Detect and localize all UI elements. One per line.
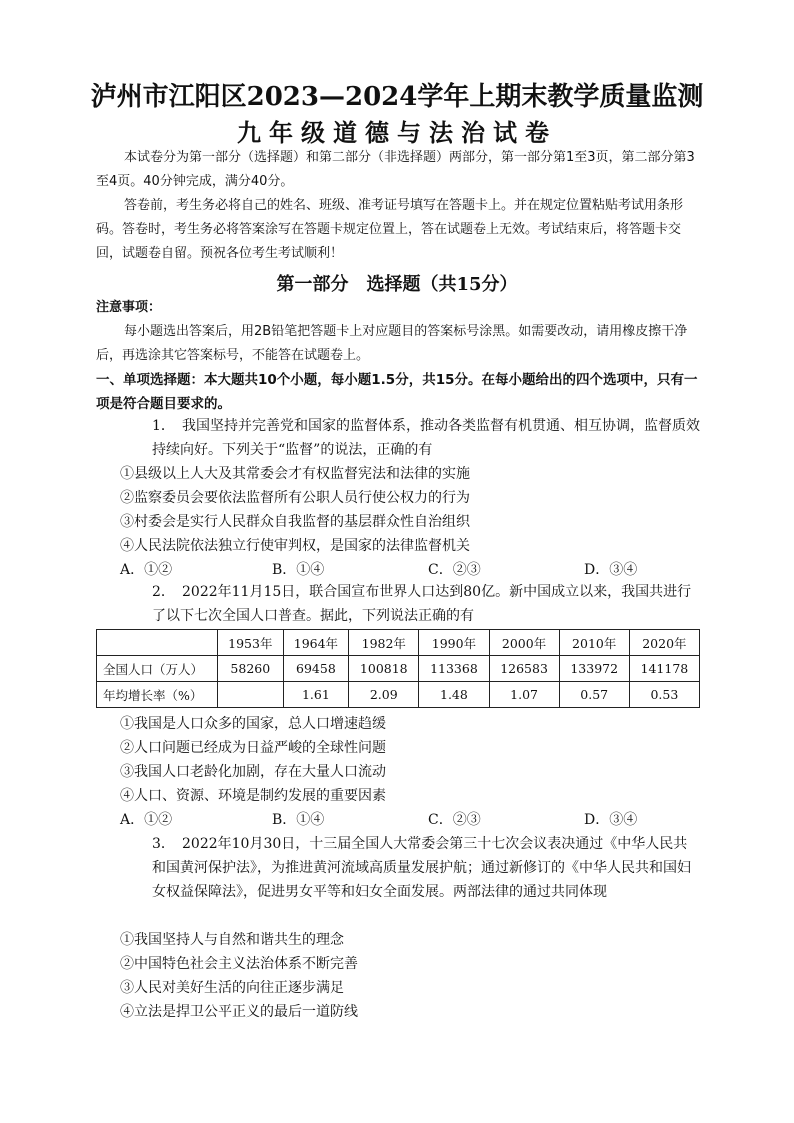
q2-item-2: ②人口问题已经成为日益严峻的全球性问题 xyxy=(120,740,386,756)
q1-item-3: ③村委会是实行人民群众自我监督的基层群众性自治组织 xyxy=(120,514,470,530)
table-cell: 100818 xyxy=(349,656,419,682)
table-cell: 141178 xyxy=(629,656,699,682)
table-header-row xyxy=(97,630,700,656)
q1-item-4: ④人民法院依法独立行使审判权，是国家的法律监督机关 xyxy=(120,538,470,554)
row-label: 年均增长率（%） xyxy=(97,682,218,708)
table-cell: 113368 xyxy=(419,656,489,682)
population-table xyxy=(96,629,700,708)
table-cell: 58260 xyxy=(218,656,284,682)
table-cell: 1.61 xyxy=(283,682,349,708)
question-number: 1． xyxy=(152,418,175,434)
table-cell: 69458 xyxy=(283,656,349,682)
section-instruction: 一、单项选择题：本大题共10个小题，每小题1.5分，共15分。在每小题给出的四个选项中，只有一项是符合题目要求的。 xyxy=(96,372,698,412)
q1-item-1: ①县级以上人大及其常委会才有权监督宪法和法律的实施 xyxy=(120,466,470,482)
option-b[interactable]: B．①④ xyxy=(272,562,325,578)
option-c[interactable]: C．②③ xyxy=(428,562,481,578)
table-corner-cell xyxy=(97,630,218,656)
q3-item-1: ①我国坚持人与自然和谐共生的理念 xyxy=(120,932,344,948)
exam-title: 泸州市江阳区2023—2024学年上期末教学质量监测 xyxy=(90,82,704,112)
table-cell: 126583 xyxy=(489,656,559,682)
intro-paragraph-2: 答卷前，考生务必将自己的姓名、班级、准考证号填写在答题卡上。并在规定位置粘贴考试用条形码。答卷时，考生务必将答案涂写在答题卡规定位置上，答在试题卷上无效。考试结束后，将答题卡交回，试题卷自留。预祝各位考生考试顺利！ xyxy=(96,198,684,261)
question-text: 我国坚持并完善党和国家的监督体系，推动各类监督有机贯通、相互协调，监督质效持续向好。下列关于“监督”的说法，正确的有 xyxy=(152,418,700,458)
table-cell: 0.57 xyxy=(559,682,629,708)
table-header-cell: 1953年 xyxy=(218,630,284,656)
option-a[interactable]: A．①② xyxy=(120,562,173,578)
option-d[interactable]: D．③④ xyxy=(584,812,638,828)
table-header-cell: 2010年 xyxy=(559,630,629,656)
table-row xyxy=(97,656,700,682)
table-cell: 1.48 xyxy=(419,682,489,708)
option-c[interactable]: C．②③ xyxy=(428,812,481,828)
intro-paragraph-1: 本试卷分为第一部分（选择题）和第二部分（非选择题）两部分，第一部分第1至3页，第二部分第3至4页。40分钟完成，满分40分。 xyxy=(96,150,695,189)
q3-item-4: ④立法是捍卫公平正义的最后一道防线 xyxy=(120,1004,358,1020)
table-cell: 2.09 xyxy=(349,682,419,708)
table-header-cell: 2000年 xyxy=(489,630,559,656)
notes-text: 每小题选出答案后，用2B铅笔把答题卡上对应题目的答案标号涂黑。如需要改动，请用橡皮擦干净后，再选涂其它答案标号，不能答在试题卷上。 xyxy=(96,324,688,363)
question-1-stem xyxy=(152,414,700,462)
notes-title: 注意事项： xyxy=(96,300,162,315)
question-text: 2022年10月30日，十三届全国人大常委会第三十七次会议表决通过《中华人民共和国黄河保护法》，为推进黄河流域高质量发展护航；通过新修订的《中华人民共和国妇女权益保障法》，促进男女平等和妇女全面发展。两部法律的通过共同体现 xyxy=(152,836,691,900)
q3-item-2: ②中国特色社会主义法治体系不断完善 xyxy=(120,956,358,972)
section-heading: 第一部分 选择题（共15分） xyxy=(276,274,518,295)
q2-item-1: ①我国是人口众多的国家，总人口增速趋缓 xyxy=(120,716,386,732)
option-a[interactable]: A．①② xyxy=(120,812,173,828)
q1-item-2: ②监察委员会要依法监督所有公职人员行使公权力的行为 xyxy=(120,490,470,506)
exam-subtitle: 九年级道德与法治试卷 xyxy=(237,118,557,147)
table-header-cell: 1990年 xyxy=(419,630,489,656)
q1-options xyxy=(120,558,700,582)
table-header-cell: 2020年 xyxy=(629,630,699,656)
row-label: 全国人口（万人） xyxy=(97,656,218,682)
table-header-cell: 1982年 xyxy=(349,630,419,656)
table-cell: 1.07 xyxy=(489,682,559,708)
option-d[interactable]: D．③④ xyxy=(584,562,638,578)
question-text: 2022年11月15日，联合国宣布世界人口达到80亿。新中国成立以来，我国共进行了以下七次全国人口普查。据此，下列说法正确的有 xyxy=(152,584,692,624)
q3-item-3: ③人民对美好生活的向往正逐步满足 xyxy=(120,980,344,996)
option-b[interactable]: B．①④ xyxy=(272,812,325,828)
question-number: 2． xyxy=(152,584,175,600)
q2-options xyxy=(120,808,700,832)
table-cell: 0.53 xyxy=(629,682,699,708)
q2-item-4: ④人口、资源、环境是制约发展的重要因素 xyxy=(120,788,386,804)
question-2-stem xyxy=(152,580,700,628)
table-cell xyxy=(218,682,284,708)
table-row xyxy=(97,682,700,708)
question-3-stem xyxy=(152,832,700,904)
question-number: 3． xyxy=(152,836,175,852)
table-cell: 133972 xyxy=(559,656,629,682)
table-header-cell: 1964年 xyxy=(283,630,349,656)
q2-item-3: ③我国人口老龄化加剧，存在大量人口流动 xyxy=(120,764,386,780)
